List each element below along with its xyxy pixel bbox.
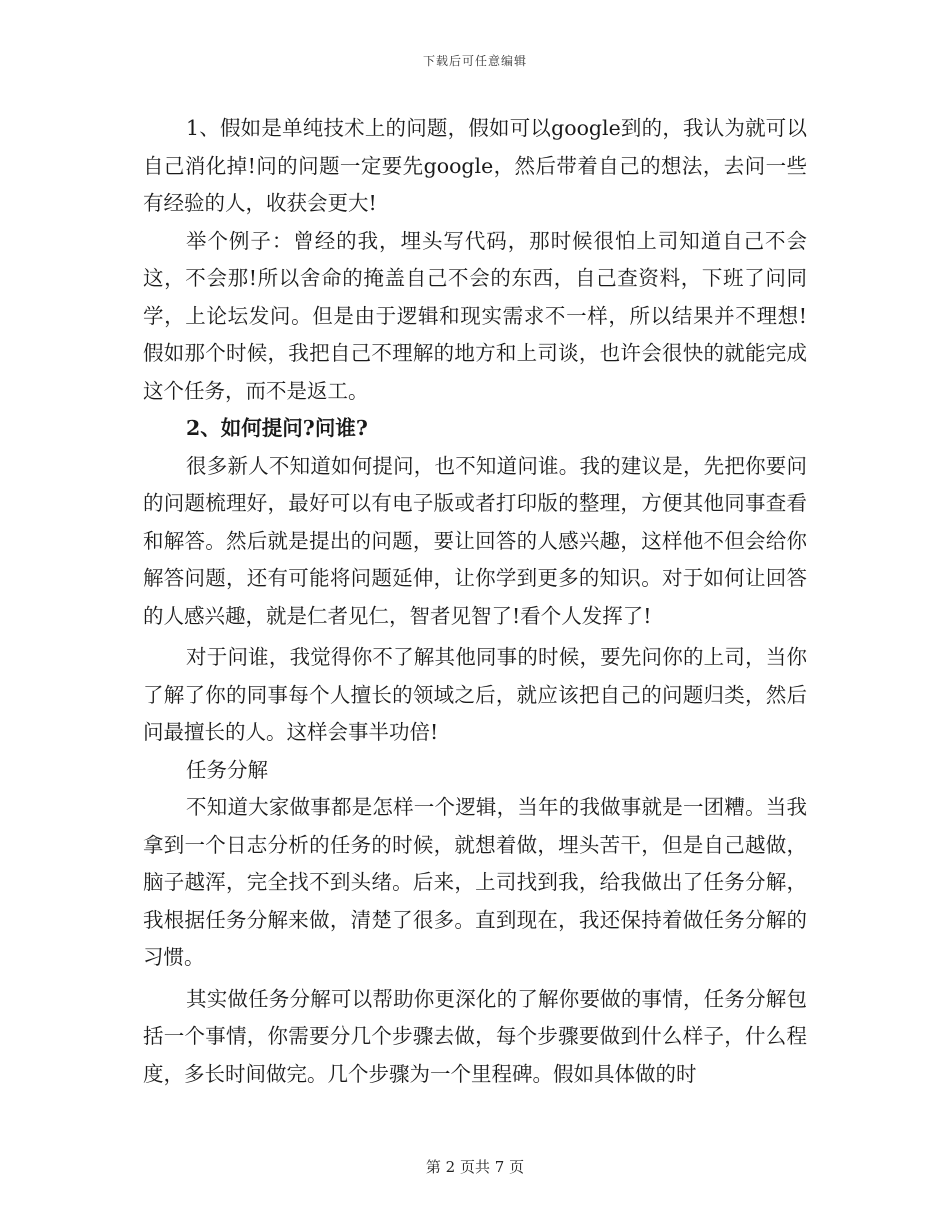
page-header: 下载后可任意编辑 bbox=[422, 54, 527, 68]
paragraph-tech-questions: 1、假如是单纯技术上的问题，假如可以google到的，我认为就可以自己消化掉!问的问题一定要先google，然后带着自己的想法，去问一些有经验的人，收获会更大! bbox=[143, 116, 807, 215]
paragraph-task-breakdown-benefits: 其实做任务分解可以帮助你更深化的了解你要做的事情，任务分解包括一个事情，你需要分几个步骤去做，每个步骤要做到什么样子，什么程度，多长时间做完。几个步骤为一个里程碑。假如具体做的时 bbox=[143, 986, 807, 1086]
paragraph-who-to-ask: 对于问谁，我觉得你不了解其他同事的时候，要先问你的上司，当你了解了你的同事每个人擅长的领域之后，就应该把自己的问题归类，然后问最擅长的人。这样会事半功倍! bbox=[143, 645, 807, 744]
section-heading-task-breakdown: 任务分解 bbox=[186, 757, 269, 782]
document-body bbox=[143, 110, 807, 1093]
page-footer: 第 2 页共 7 页 bbox=[425, 1158, 525, 1176]
paragraph-example: 举个例子：曾经的我，埋头写代码，那时候很怕上司知道自己不会这，不会那!所以舍命的掩盖自己不会的东西，自己查资料，下班了问同学，上论坛发问。但是由于逻辑和现实需求不一样，所以结果并不理想!假如那个时候，我把自己不理解的地方和上司谈，也许会很快的就能完成这个任务，而不是返工。 bbox=[143, 228, 807, 403]
section-heading-how-to-ask: 2、如何提问?问谁? bbox=[186, 416, 368, 440]
paragraph-task-story: 不知道大家做事都是怎样一个逻辑，当年的我做事就是一团糟。当我拿到一个日志分析的任务的时候，就想着做，埋头苦干，但是自己越做，脑子越浑，完全找不到头绪。后来，上司找到我，给我做出了任务分解，我根据任务分解来做，清楚了很多。直到现在，我还保持着做任务分解的习惯。 bbox=[143, 795, 807, 969]
paragraph-how-to-ask: 很多新人不知道如何提问，也不知道问谁。我的建议是，先把你要问的问题梳理好，最好可以有电子版或者打印版的整理，方便其他同事查看和解答。然后就是提出的问题，要让回答的人感兴趣，这样他不但会给你解答问题，还有可能将问题延伸，让你学到更多的知识。对于如何让回答的人感兴趣，就是仁者见仁，智者见智了!看个人发挥了! bbox=[143, 453, 807, 628]
